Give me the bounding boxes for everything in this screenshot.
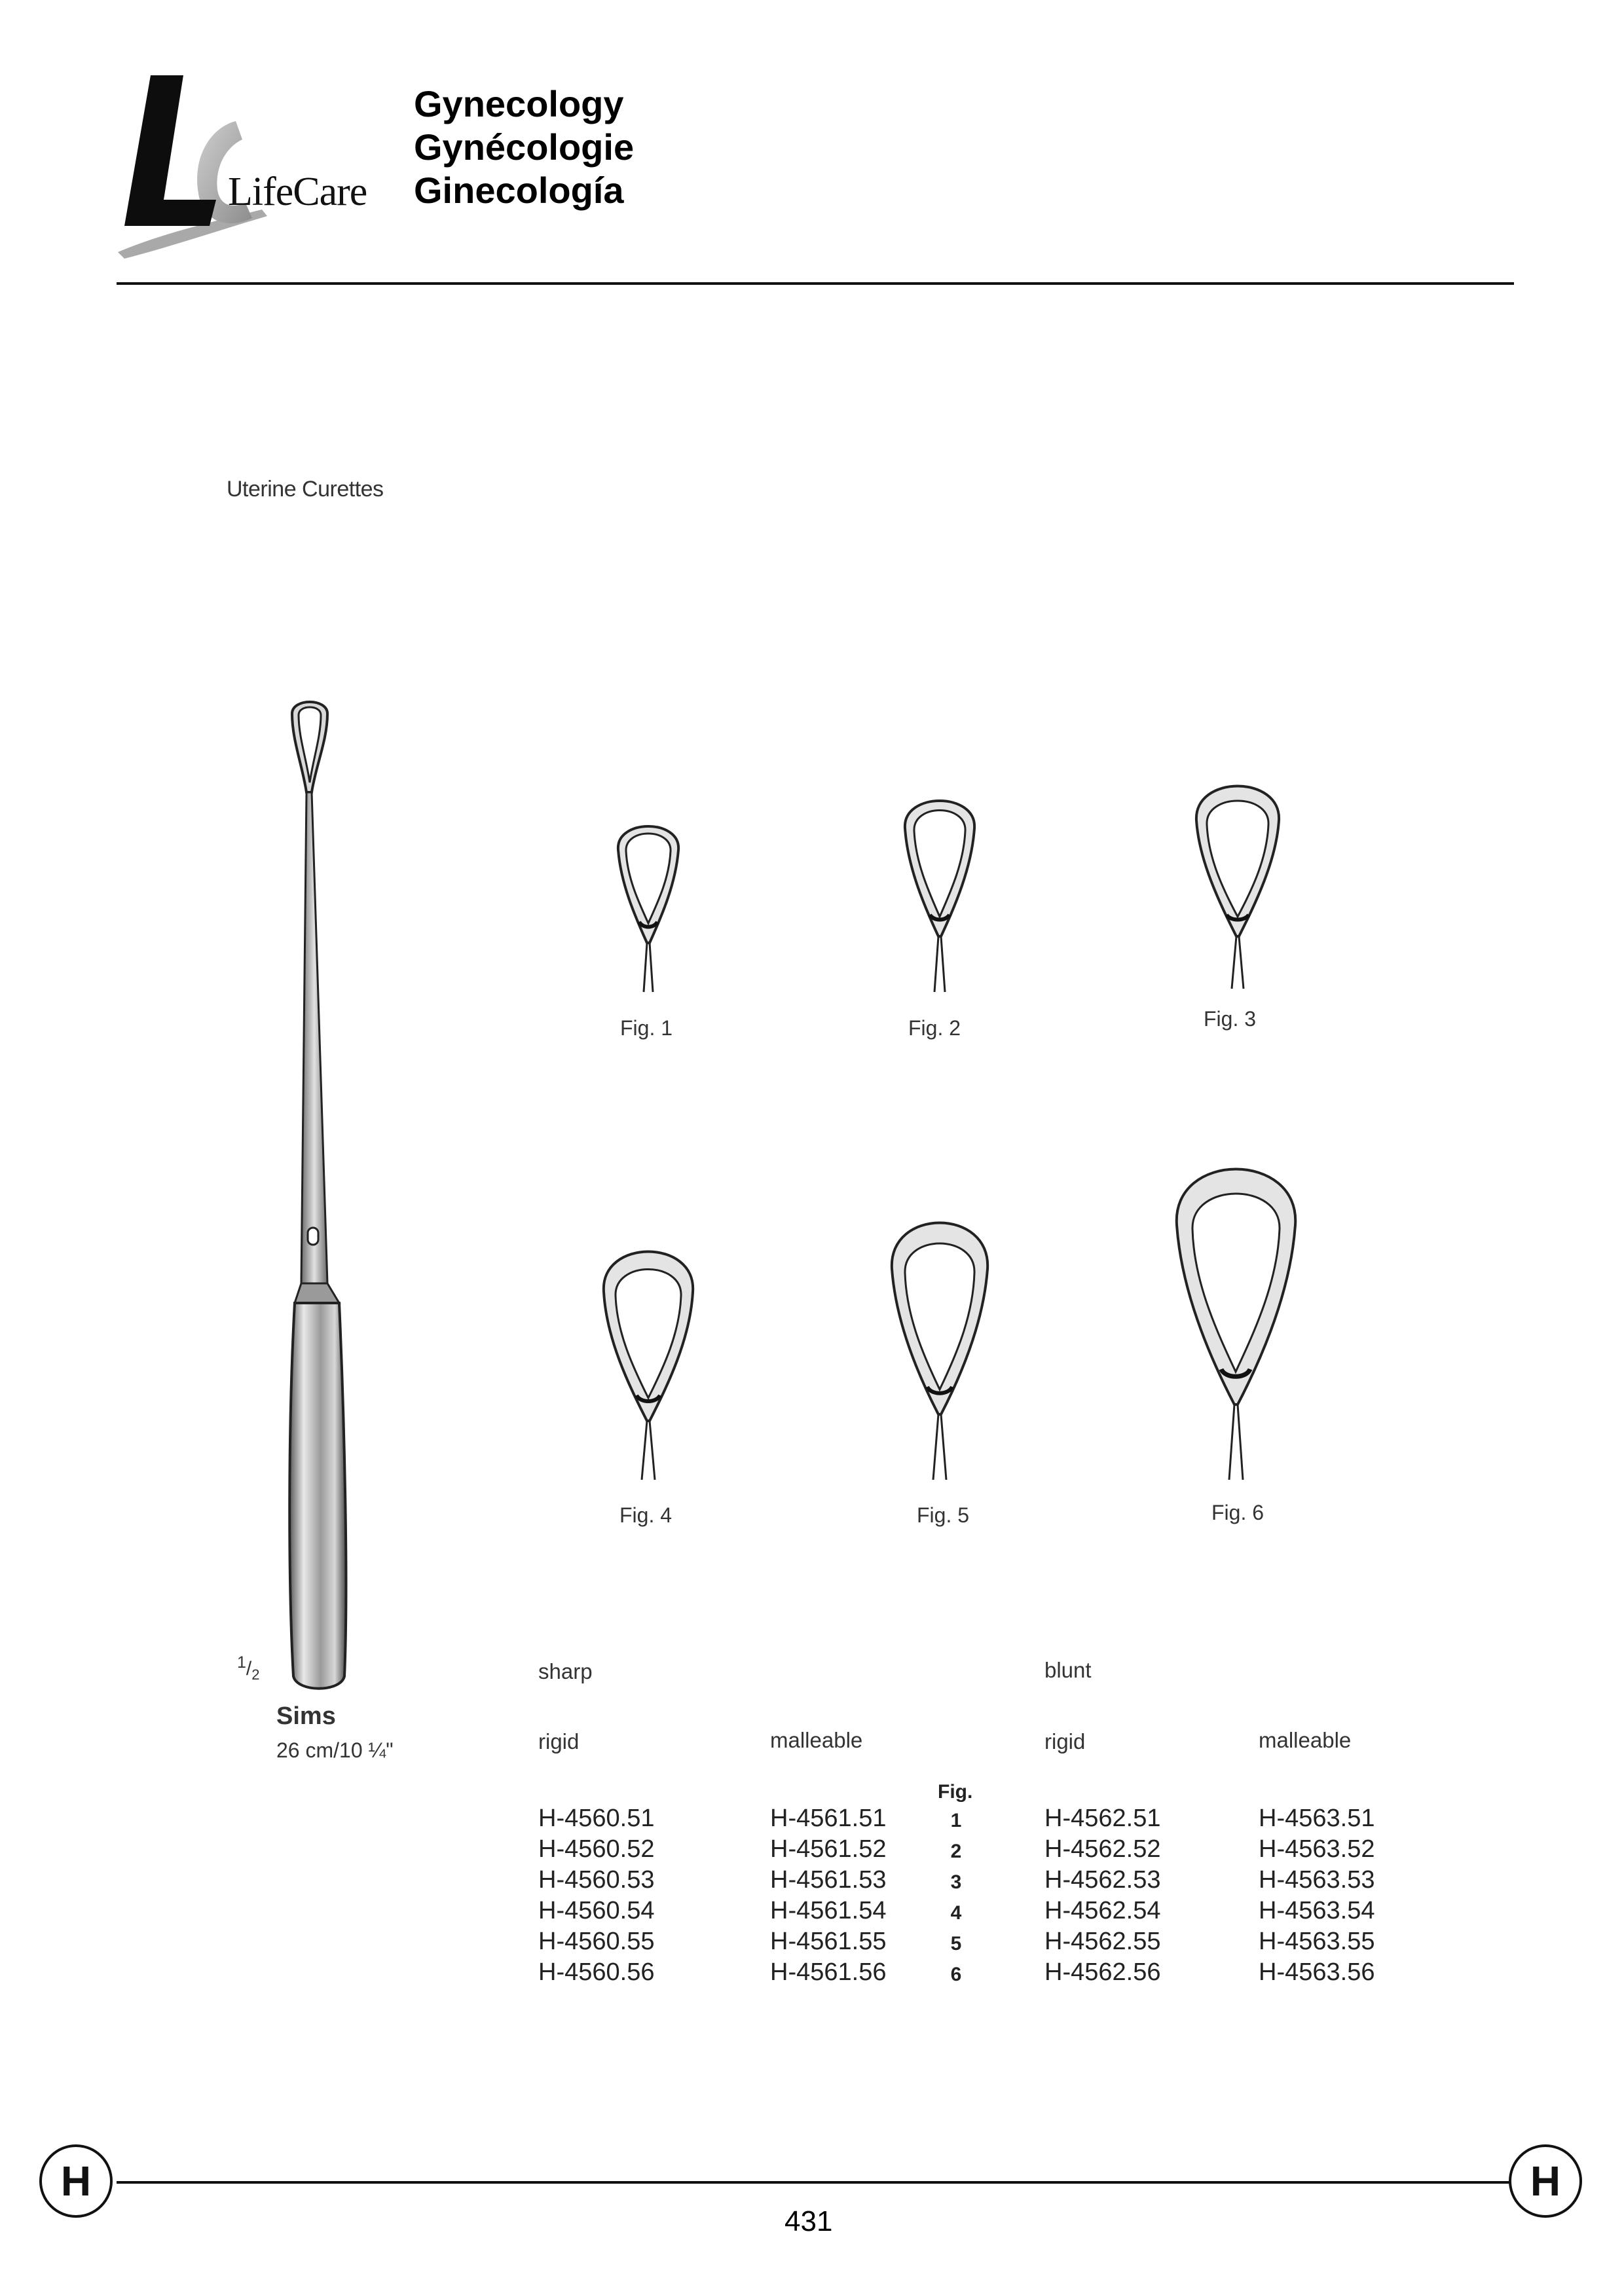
figure-1-label: Fig. 1 [620, 1016, 673, 1040]
figure-2-label: Fig. 2 [908, 1016, 961, 1040]
figure-2-image [897, 789, 982, 995]
col-header-sharp-rigid: rigid [538, 1729, 580, 1753]
col-header-fig: Fig. [938, 1781, 973, 1803]
figure-4-label: Fig. 4 [619, 1503, 673, 1527]
table-cell-fig: 2 [950, 1841, 962, 1862]
curette-instrument-image [229, 701, 373, 1702]
table-cell: H-4563.53 [1259, 1866, 1375, 1894]
col-header-sharp-malleable: malleable [770, 1728, 863, 1752]
header-divider [117, 282, 1514, 285]
table-cell: H-4563.52 [1259, 1835, 1375, 1863]
table-cell-fig: 6 [950, 1964, 962, 1985]
table-cell: H-4563.56 [1259, 1958, 1375, 1986]
figure-3-label: Fig. 3 [1204, 1007, 1257, 1031]
table-cell: H-4560.54 [538, 1897, 655, 1924]
group-header-sharp: sharp [538, 1659, 593, 1683]
table-cell: H-4560.51 [538, 1805, 655, 1832]
table-cell: H-4562.56 [1044, 1958, 1161, 1986]
figure-4-image [596, 1241, 701, 1483]
table-cell-fig: 5 [950, 1933, 962, 1955]
page-number: 431 [784, 2205, 833, 2237]
header-title-es: Ginecología [414, 170, 624, 211]
col-header-blunt-malleable: malleable [1259, 1728, 1352, 1752]
header-title-en: Gynecology [414, 83, 624, 124]
product-name: Sims [276, 1702, 336, 1730]
table-cell: H-4560.52 [538, 1835, 655, 1863]
table-cell: H-4560.53 [538, 1866, 655, 1894]
table-cell: H-4562.53 [1044, 1866, 1161, 1894]
table-cell: H-4561.56 [770, 1958, 887, 1986]
figure-6-label: Fig. 6 [1211, 1501, 1264, 1524]
table-cell: H-4563.51 [1259, 1805, 1375, 1832]
scale-numerator: 1 [237, 1653, 246, 1672]
table-cell: H-4563.54 [1259, 1897, 1375, 1924]
group-header-blunt: blunt [1044, 1658, 1092, 1682]
section-badge-right: H [1509, 2144, 1582, 2218]
table-cell: H-4560.56 [538, 1958, 655, 1986]
figure-1-image [609, 812, 688, 995]
table-cell: H-4562.51 [1044, 1805, 1161, 1832]
product-size: 26 cm/10 ¼" [276, 1738, 394, 1762]
section-badge-left: H [39, 2144, 113, 2218]
table-cell: H-4562.55 [1044, 1928, 1161, 1955]
footer-divider [117, 2181, 1514, 2184]
table-cell: H-4561.54 [770, 1897, 887, 1924]
figure-5-label: Fig. 5 [917, 1503, 970, 1527]
lifecare-logo [111, 69, 373, 265]
table-cell: H-4563.55 [1259, 1928, 1375, 1955]
table-cell: H-4561.51 [770, 1805, 887, 1832]
header-title-fr: Gynécologie [414, 126, 635, 168]
col-header-blunt-rigid: rigid [1044, 1729, 1086, 1753]
table-cell: H-4562.52 [1044, 1835, 1161, 1863]
table-cell: H-4560.55 [538, 1928, 655, 1955]
section-title: Uterine Curettes [227, 477, 384, 502]
table-cell-fig: 4 [950, 1902, 962, 1924]
table-cell: H-4562.54 [1044, 1897, 1161, 1924]
table-cell: H-4561.53 [770, 1866, 887, 1894]
scale-label: $^1/_2$ [237, 1653, 260, 1683]
scale-denominator: 2 [251, 1666, 260, 1683]
table-cell-fig: 3 [950, 1871, 962, 1893]
table-cell-fig: 1 [950, 1810, 962, 1831]
table-cell: H-4561.55 [770, 1928, 887, 1955]
logo-wordmark: LifeCare [228, 170, 367, 214]
table-cell: H-4561.52 [770, 1835, 887, 1863]
figure-3-image [1189, 776, 1287, 992]
figure-6-image [1169, 1156, 1303, 1483]
figure-5-image [884, 1211, 995, 1483]
